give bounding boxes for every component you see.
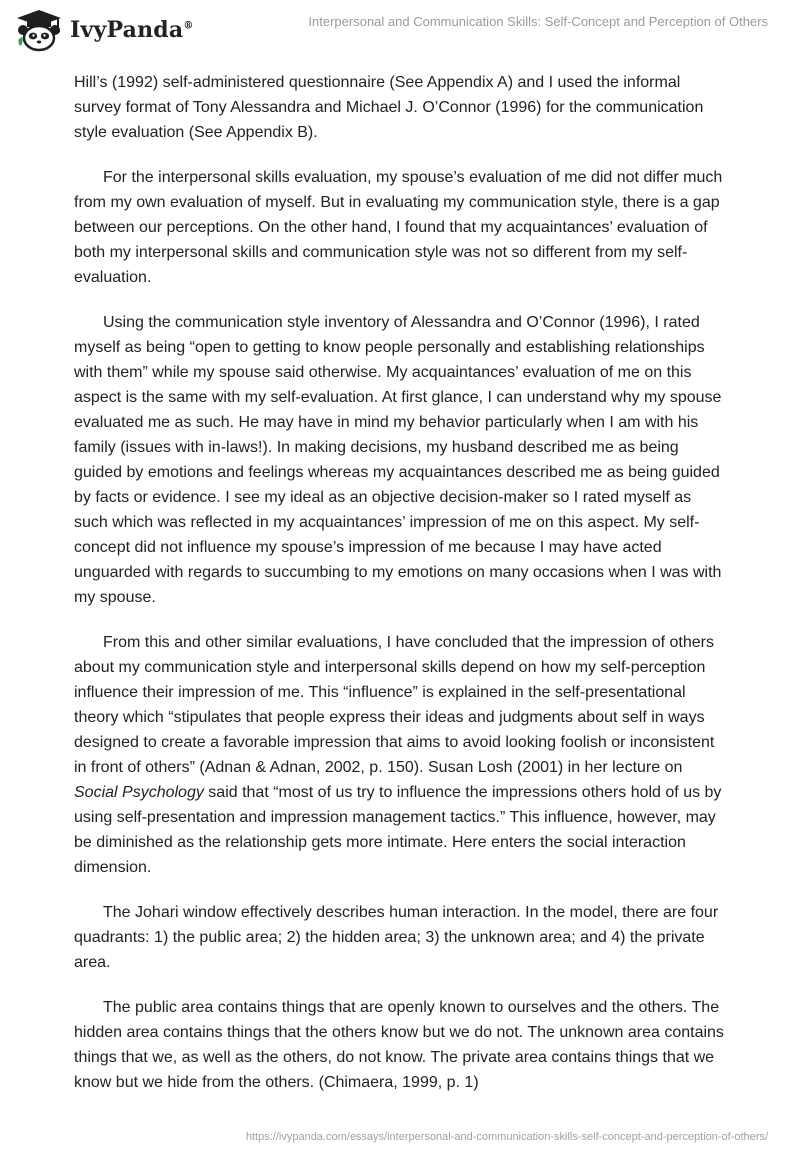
page-header [0, 0, 800, 60]
paragraph-text: From this and other similar evaluations, I have concluded that the impression of others about my communication style and interpersonal skills depend on how my self-perception influence their impression of me. This “influence” is explained in the self-presentational theory which “stipulates that people express their ideas and judgments about self in ways designed to create a favorable impression that aims to avoid looking foolish or inconsistent in front of others” (Adnan & Adnan, 2002, p. 150). Susan Losh (2001) in her lecture on [74, 634, 715, 776]
book-title: Social Psychology [74, 784, 204, 801]
brand-name: IvyPanda® [70, 17, 194, 43]
paragraph: The public area contains things that are openly known to ourselves and the others. The hidden area contains things that the others know but we do not. The unknown area contains things that we, as well as the others, do not know. The private area contains things that we know but we hide from the others. (Chimaera, 1999, p. 1) [74, 999, 724, 1091]
paragraph [74, 630, 724, 880]
paragraph: Hill’s (1992) self-administered questionnaire (See Appendix A) and I used the informal survey format of Tony Alessandra and Michael J. O’Connor (1996) for the communication style evaluation (See Appendix B). [74, 74, 704, 141]
registered-mark: ® [183, 20, 194, 32]
paragraph: Using the communication style inventory of Alessandra and O’Connor (1996), I rated myself as being “open to getting to know people personally and establishing relationships with them” while my spouse said otherwise. My acquaintances’ evaluation of me on this aspect is the same with my self-evaluation. At first glance, I can understand why my spouse evaluated me as such. He may have in mind my behavior particularly when I am with his family (issues with in-laws!). In making decisions, my husband described me as being guided by emotions and feelings whereas my acquaintances described me as being guided by facts or evidence. I see my ideal as an objective decision-maker so I rated myself as such which was reflected in my acquaintances’ impression of me on this aspect. My self-concept did not influence my spouse’s impression of me because I may have acted unguarded with regards to succumbing to my emotions on many occasions when I was with my spouse. [74, 314, 722, 606]
paragraph: For the interpersonal skills evaluation, my spouse’s evaluation of me did not differ much from my own evaluation of myself. But in evaluating my communication style, there is a gap between our perceptions. On the other hand, I found that my acquaintances’ evaluation of both my interpersonal skills and communication style was not so different from my self-evaluation. [74, 169, 723, 286]
paragraph: The Johari window effectively describes human interaction. In the model, there are four quadrants: 1) the public area; 2) the hidden area; 3) the unknown area; and 4) the private area. [74, 904, 719, 971]
document-title: Interpersonal and Communication Skills: Self-Concept and Perception of Others [308, 14, 768, 29]
source-url[interactable]: https://ivypanda.com/essays/interpersonal-and-communication-skills-self-concept-and-perception-of-others/ [245, 1131, 768, 1143]
essay-body [74, 70, 724, 1115]
brand-logo[interactable] [14, 6, 194, 54]
panda-graduate-icon [14, 8, 64, 52]
paragraph-text: said that “most of us try to influence the impressions others hold of us by using self-presentation and impression management tactics.” This influence, however, may be diminished as the relationship gets more intimate. Here enters the social interaction dimension. [74, 784, 722, 876]
